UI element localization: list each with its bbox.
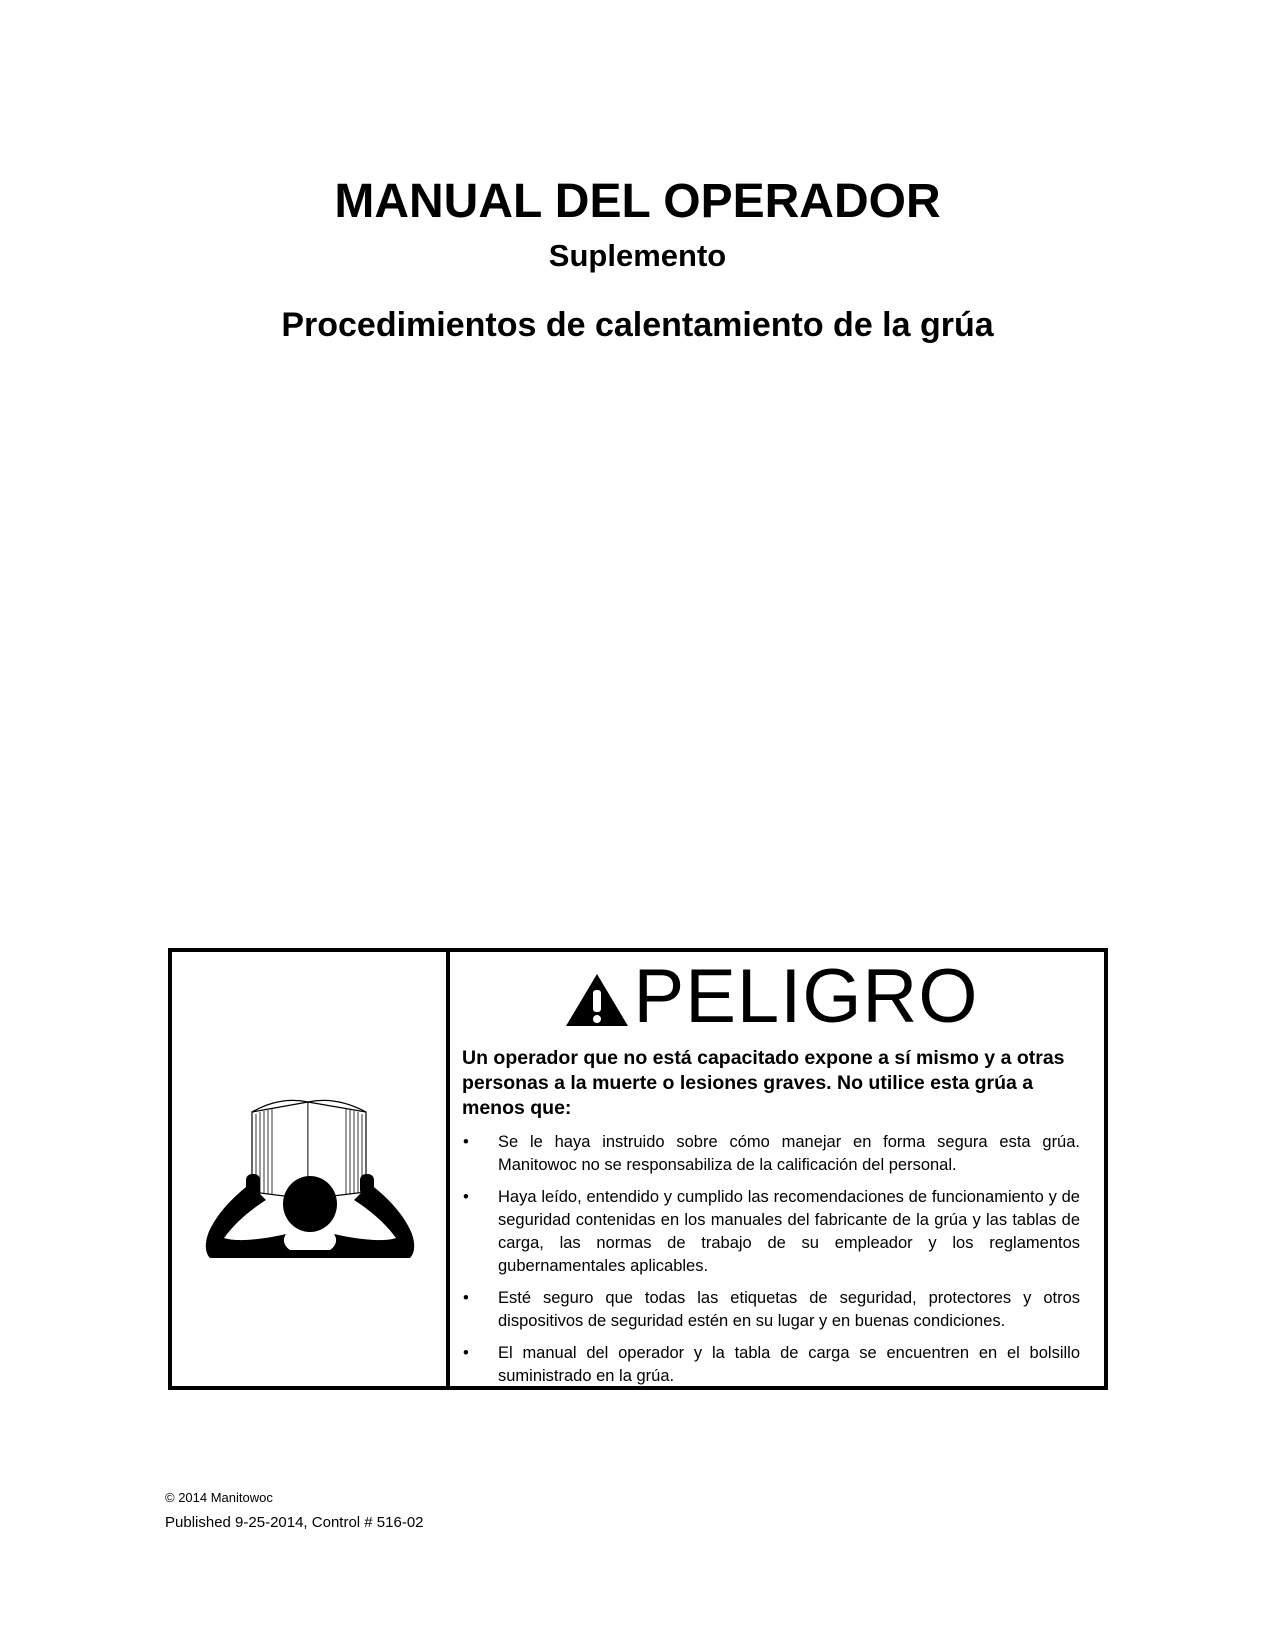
bullet: • [463,1289,469,1307]
bullet: • [463,1188,469,1206]
danger-heading-text: PELIGRO [633,954,979,1039]
danger-notice-box [168,948,1108,1390]
list-item [462,1131,1080,1177]
list-item [462,1287,1080,1333]
danger-conditions-list [462,1131,1080,1388]
publication-info: Published 9-25-2014, Control # 516-02 [165,1514,424,1531]
bullet: • [463,1344,469,1362]
list-item-text: Se le haya instruido sobre cómo manejar en forma segura esta grúa. Manitowoc no se responsabiliza de la calificación del personal. [498,1133,1080,1174]
list-item [462,1342,1080,1388]
danger-lead-text: Un operador que no está capacitado expone a sí mismo y a otras personas a la muerte o lesiones graves. No utilice esta grúa a menos que: [462,1047,1065,1119]
document-subtitle: Suplemento [548,238,727,273]
list-item [462,1186,1080,1278]
procedure-title: Procedimientos de calentamiento de la grúa [281,306,994,344]
danger-illustration-panel [172,952,450,1386]
list-item-text: El manual del operador y la tabla de carga se encuentren en el bolsillo suministrado en la grúa. [498,1344,1080,1385]
danger-heading [462,954,1080,1040]
document-title: MANUAL DEL OPERADOR [334,175,941,228]
list-item-text: Esté seguro que todas las etiquetas de seguridad, protectores y otros dispositivos de seguridad estén en su lugar y en buenas condiciones. [498,1289,1080,1330]
person-reading-manual-icon [190,1074,430,1274]
bullet: • [463,1133,469,1151]
list-item-text: Haya leído, entendido y cumplido las recomendaciones de funcionamiento y de seguridad contenidas en los manuales del fabricante de la grúa y las tablas de carga, las normas de trabajo de su empleador y los reglamentos gubernamentales aplicables. [498,1188,1080,1275]
copyright-notice: © 2014 Manitowoc [165,1490,273,1505]
warning-triangle-icon [564,972,630,1028]
danger-text-panel [450,952,1104,1386]
